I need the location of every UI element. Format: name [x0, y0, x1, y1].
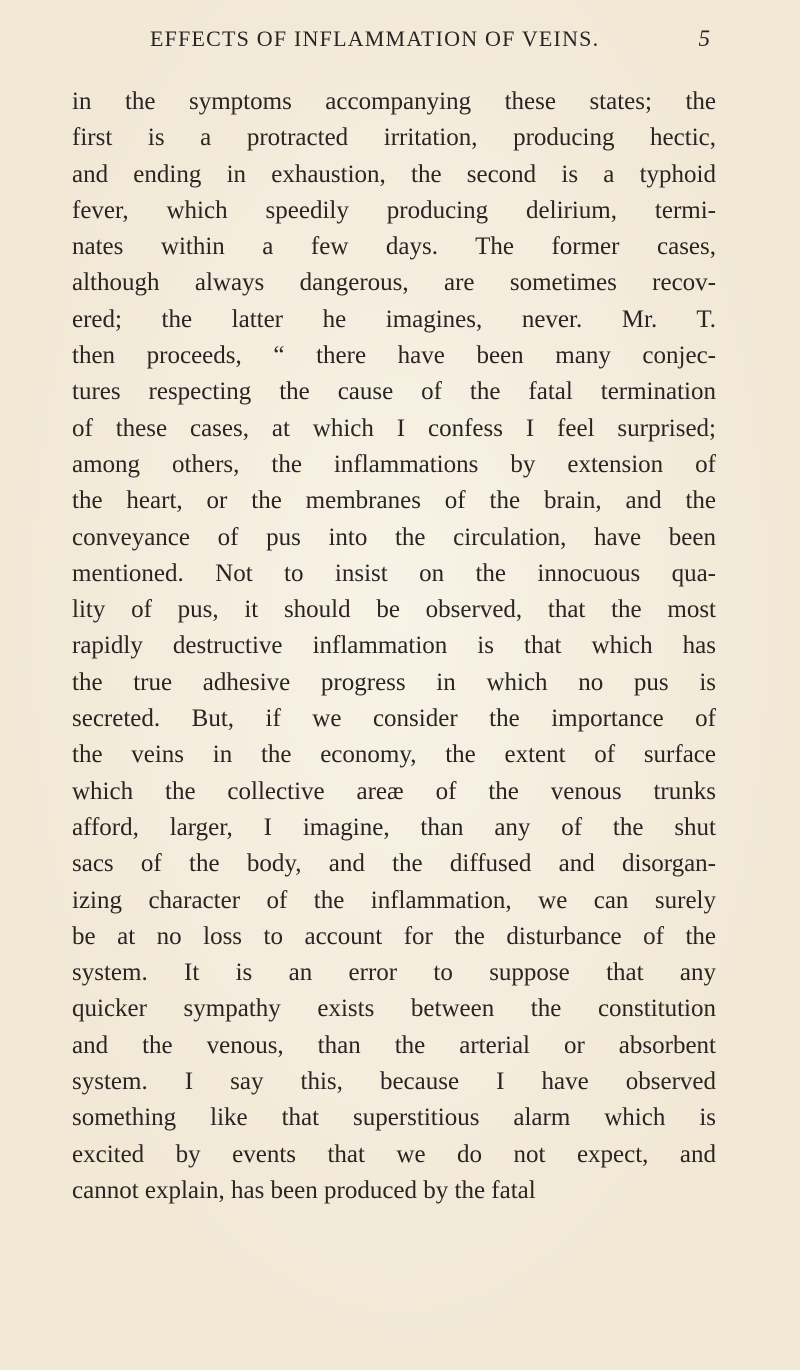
text-line: the veins in the economy, the extent of surface: [72, 741, 716, 769]
text-line: although always dangerous, are sometimes recov-: [72, 269, 716, 297]
text-line: secreted. But, if we consider the importance of: [72, 705, 716, 733]
text-line: rapidly destructive inflammation is that which has: [72, 632, 716, 660]
text-line: and the venous, than the arterial or absorbent: [72, 1031, 716, 1059]
text-line: conveyance of pus into the circulation, have been: [72, 523, 716, 551]
text-line: and ending in exhaustion, the second is a typhoid: [72, 160, 716, 188]
text-line: cannot explain, has been produced by the fatal: [72, 1176, 536, 1204]
running-head: [150, 22, 710, 56]
text-line: system. It is an error to suppose that any: [72, 959, 716, 987]
text-line: afford, larger, I imagine, than any of the shut: [72, 813, 716, 841]
text-line: the true adhesive progress in which no pus is: [72, 668, 716, 696]
text-line: then proceeds, “ there have been many conjec-: [72, 342, 716, 370]
text-line: excited by events that we do not expect, and: [72, 1140, 716, 1168]
text-line: mentioned. Not to insist on the innocuous qua-: [72, 559, 716, 587]
text-line: fever, which speedily producing delirium, termi-: [72, 196, 716, 224]
text-line: nates within a few days. The former cases,: [72, 233, 716, 261]
running-head-title: EFFECTS OF INFLAMMATION OF VEINS.: [150, 26, 600, 51]
text-line: something like that superstitious alarm which is: [72, 1104, 716, 1132]
text-line: first is a protracted irritation, producing hectic,: [72, 124, 716, 152]
text-line: lity of pus, it should be observed, that the most: [72, 596, 716, 624]
text-line: among others, the inflammations by extension of: [72, 450, 716, 478]
text-line: sacs of the body, and the diffused and disorgan-: [72, 850, 716, 878]
text-line: ered; the latter he imagines, never. Mr. T.: [72, 305, 716, 333]
text-line: which the collective areæ of the venous trunks: [72, 777, 716, 805]
text-line: of these cases, at which I confess I feel surprised;: [72, 414, 716, 442]
text-line: be at no loss to account for the disturbance of the: [72, 922, 716, 950]
text-line: quicker sympathy exists between the constitution: [72, 995, 716, 1023]
text-line: system. I say this, because I have observed: [72, 1068, 716, 1096]
text-line: in the symptoms accompanying these states; the: [72, 88, 716, 115]
page-number: 5: [698, 26, 710, 51]
text-line: the heart, or the membranes of the brain, and the: [72, 487, 716, 515]
text-line: tures respecting the cause of the fatal termination: [72, 378, 716, 406]
body-text: [72, 84, 716, 1209]
text-line: izing character of the inflammation, we can surely: [72, 886, 716, 914]
